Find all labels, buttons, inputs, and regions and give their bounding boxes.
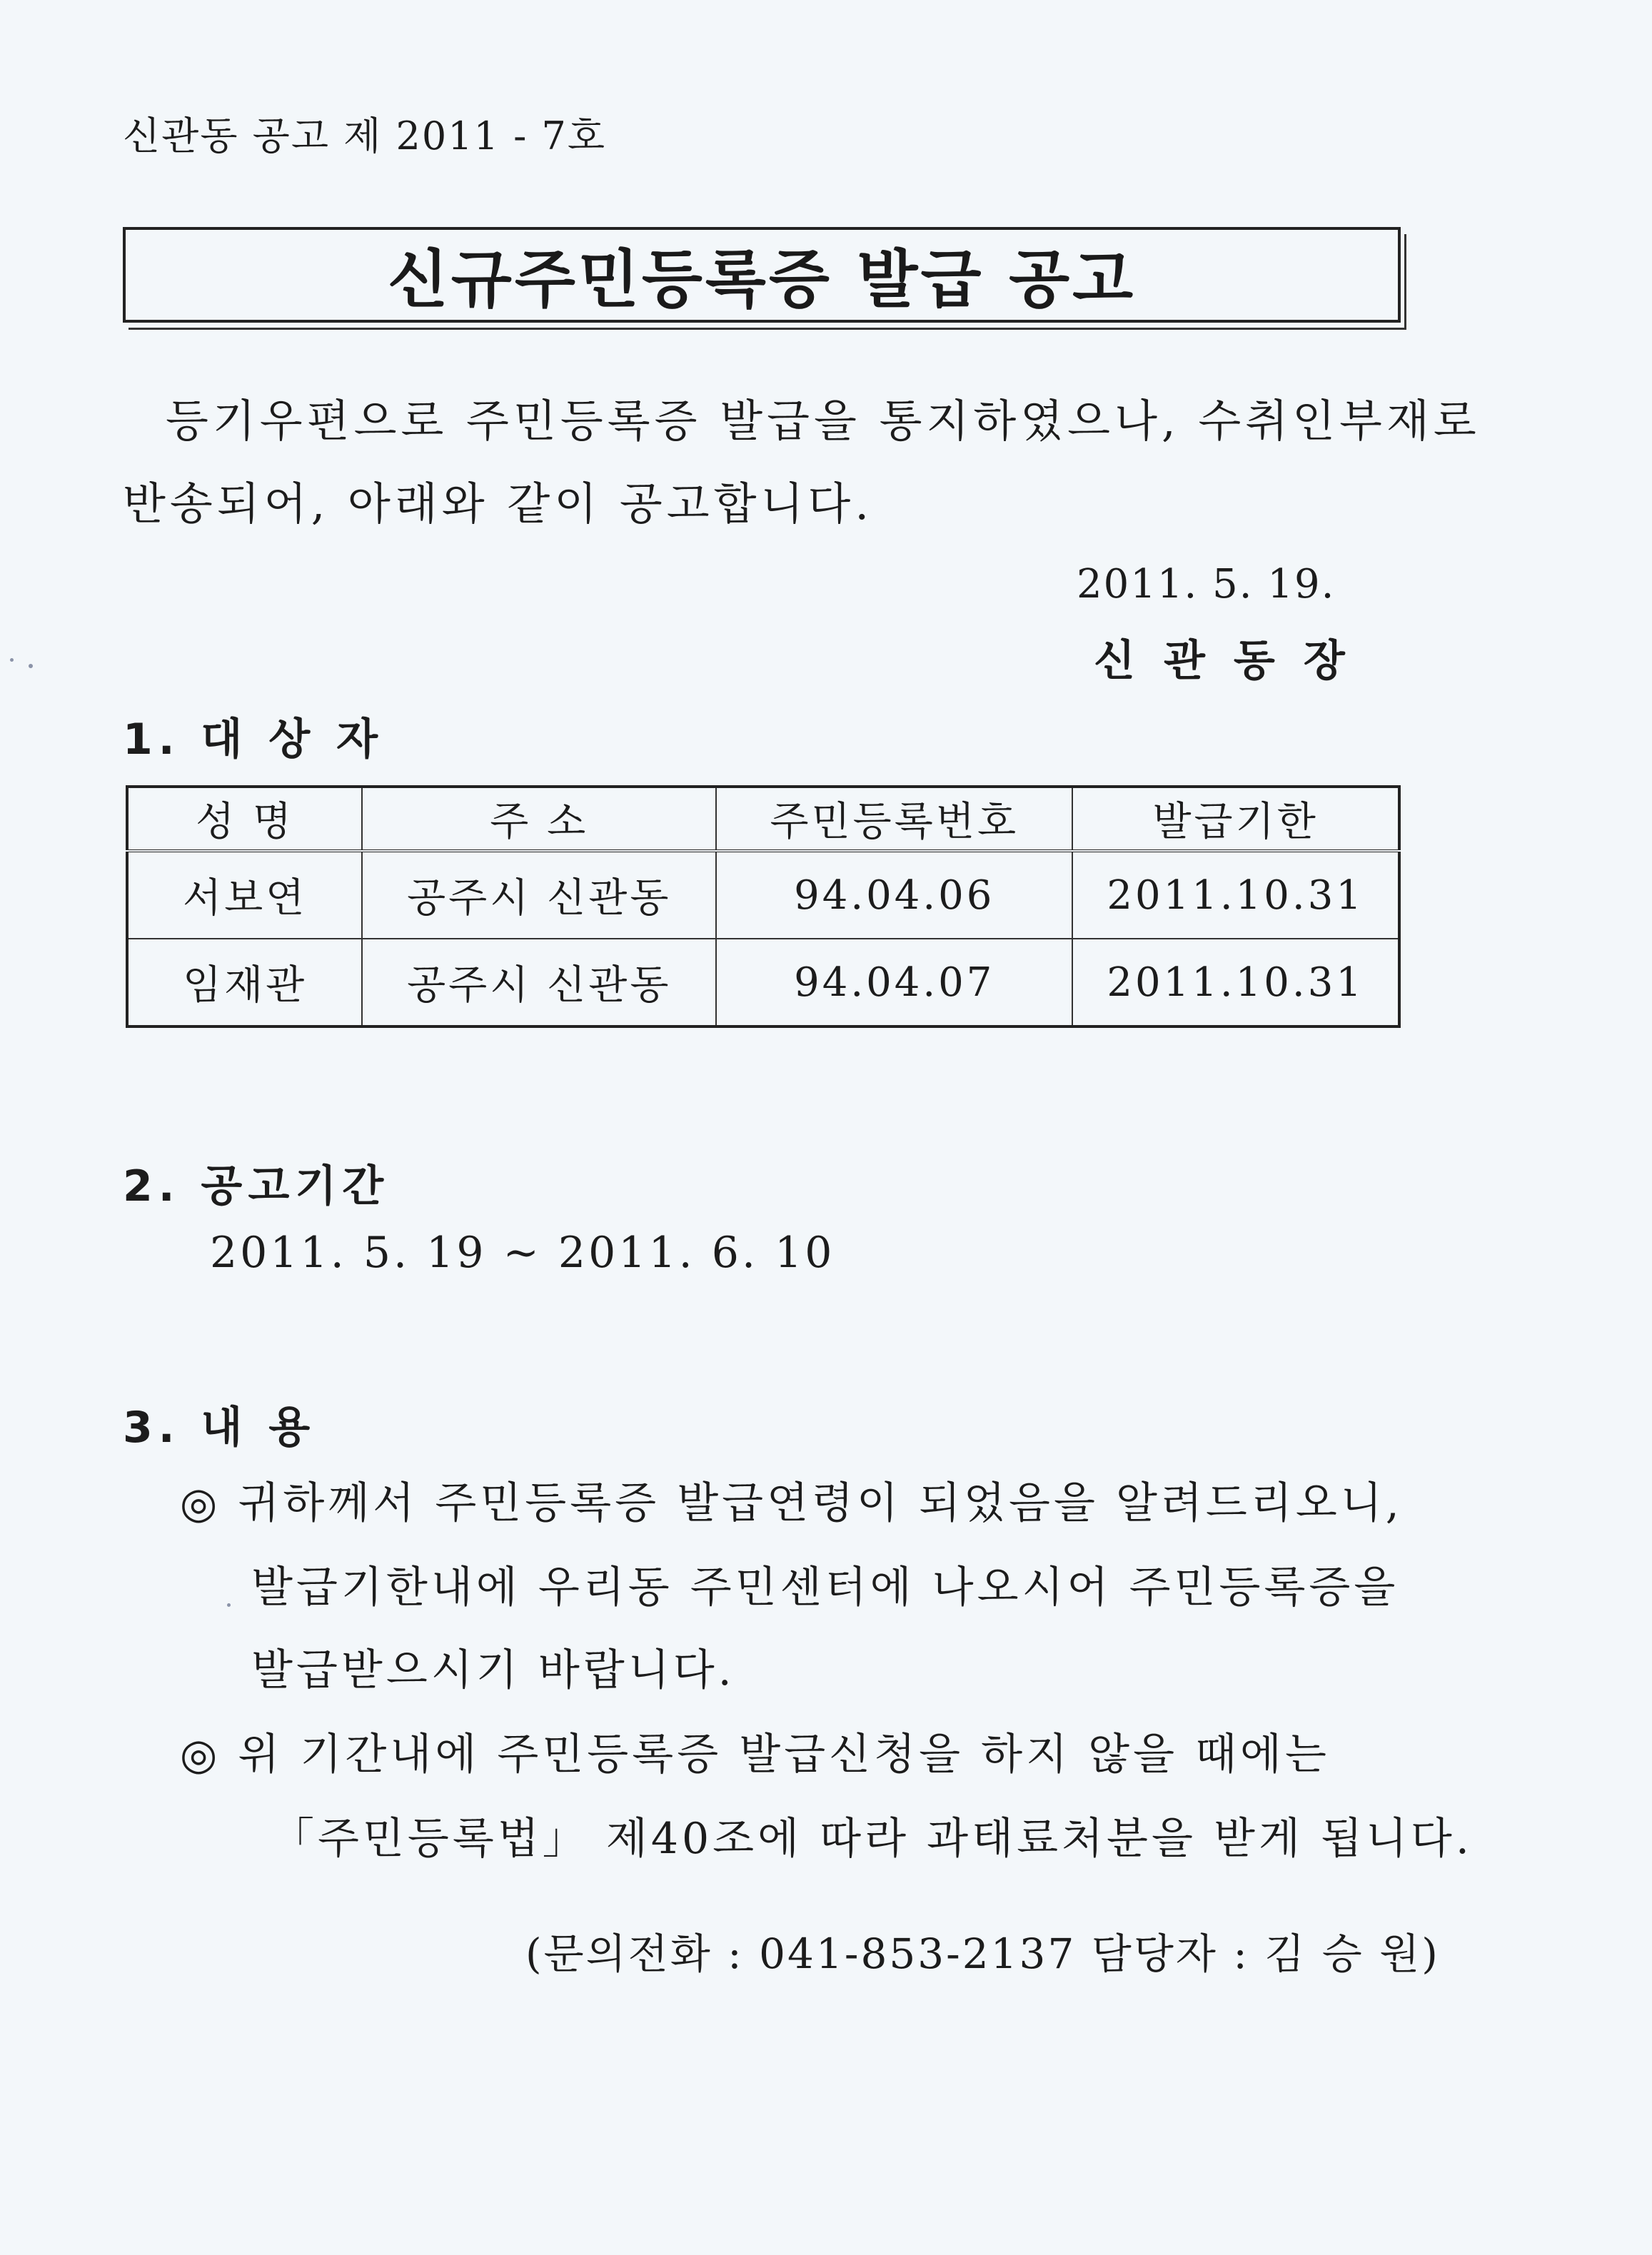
scan-speck: [29, 664, 33, 668]
issuer-name: 신관동장: [1094, 636, 1374, 686]
bullet-1-line-2: 발급기한내에 우리동 주민센터에 나오시어 주민등록증을: [251, 1563, 1399, 1613]
cell-id-number: 94.04.07: [716, 939, 1072, 1026]
cell-deadline: 2011.10.31: [1072, 939, 1399, 1026]
section-3-heading: 3. 내 용: [123, 1403, 316, 1453]
page-title: 신규주민등록증 발급 공고: [387, 243, 1137, 316]
notice-date: 2011. 5. 19.: [1077, 561, 1336, 607]
cell-name: 임재관: [127, 939, 362, 1026]
scan-speck: [227, 1603, 231, 1607]
cell-address: 공주시 신관동: [362, 939, 716, 1026]
title-box: [123, 227, 1401, 323]
target-table: [126, 785, 1401, 1028]
notice-number: 신관동 공고 제 2011 - 7호: [123, 113, 607, 158]
section-2-heading: 2. 공고기간: [123, 1161, 390, 1211]
intro-line-1: 등기우편으로 주민등록증 발급을 통지하였으나, 수취인부재로: [166, 395, 1481, 447]
cell-address: 공주시 신관동: [362, 851, 716, 939]
bullet-2-line-2: 「주민등록법」 제40조에 따라 과태료처분을 받게 됩니다.: [271, 1814, 1473, 1864]
bullet-2-line-1: ◎ 위 기간내에 주민등록증 발급신청을 하지 않을 때에는: [180, 1730, 1330, 1780]
bullet-1-line-3: 발급받으시기 바랍니다.: [251, 1645, 735, 1695]
cell-id-number: 94.04.06: [716, 851, 1072, 939]
bullet-1-line-1: ◎ 귀하께서 주민등록증 발급연령이 되었음을 알려드리오니,: [180, 1478, 1403, 1528]
cell-deadline: 2011.10.31: [1072, 851, 1399, 939]
section-1-heading: 1. 대 상 자: [123, 715, 384, 765]
table-header-row: [127, 787, 1399, 851]
header-deadline: 발급기한: [1072, 787, 1399, 851]
notice-period: 2011. 5. 19 ~ 2011. 6. 10: [210, 1228, 835, 1278]
table-row: [127, 851, 1399, 939]
intro-line-2: 반송되어, 아래와 같이 공고합니다.: [123, 478, 874, 530]
scan-speck: [10, 658, 14, 662]
contact-info: (문의전화 : 041-853-2137 담당자 : 김 승 원): [525, 1929, 1440, 1978]
table-row: [127, 939, 1399, 1026]
cell-name: 서보연: [127, 851, 362, 939]
header-name: 성 명: [127, 787, 362, 851]
header-id-number: 주민등록번호: [716, 787, 1072, 851]
header-address: 주 소: [362, 787, 716, 851]
